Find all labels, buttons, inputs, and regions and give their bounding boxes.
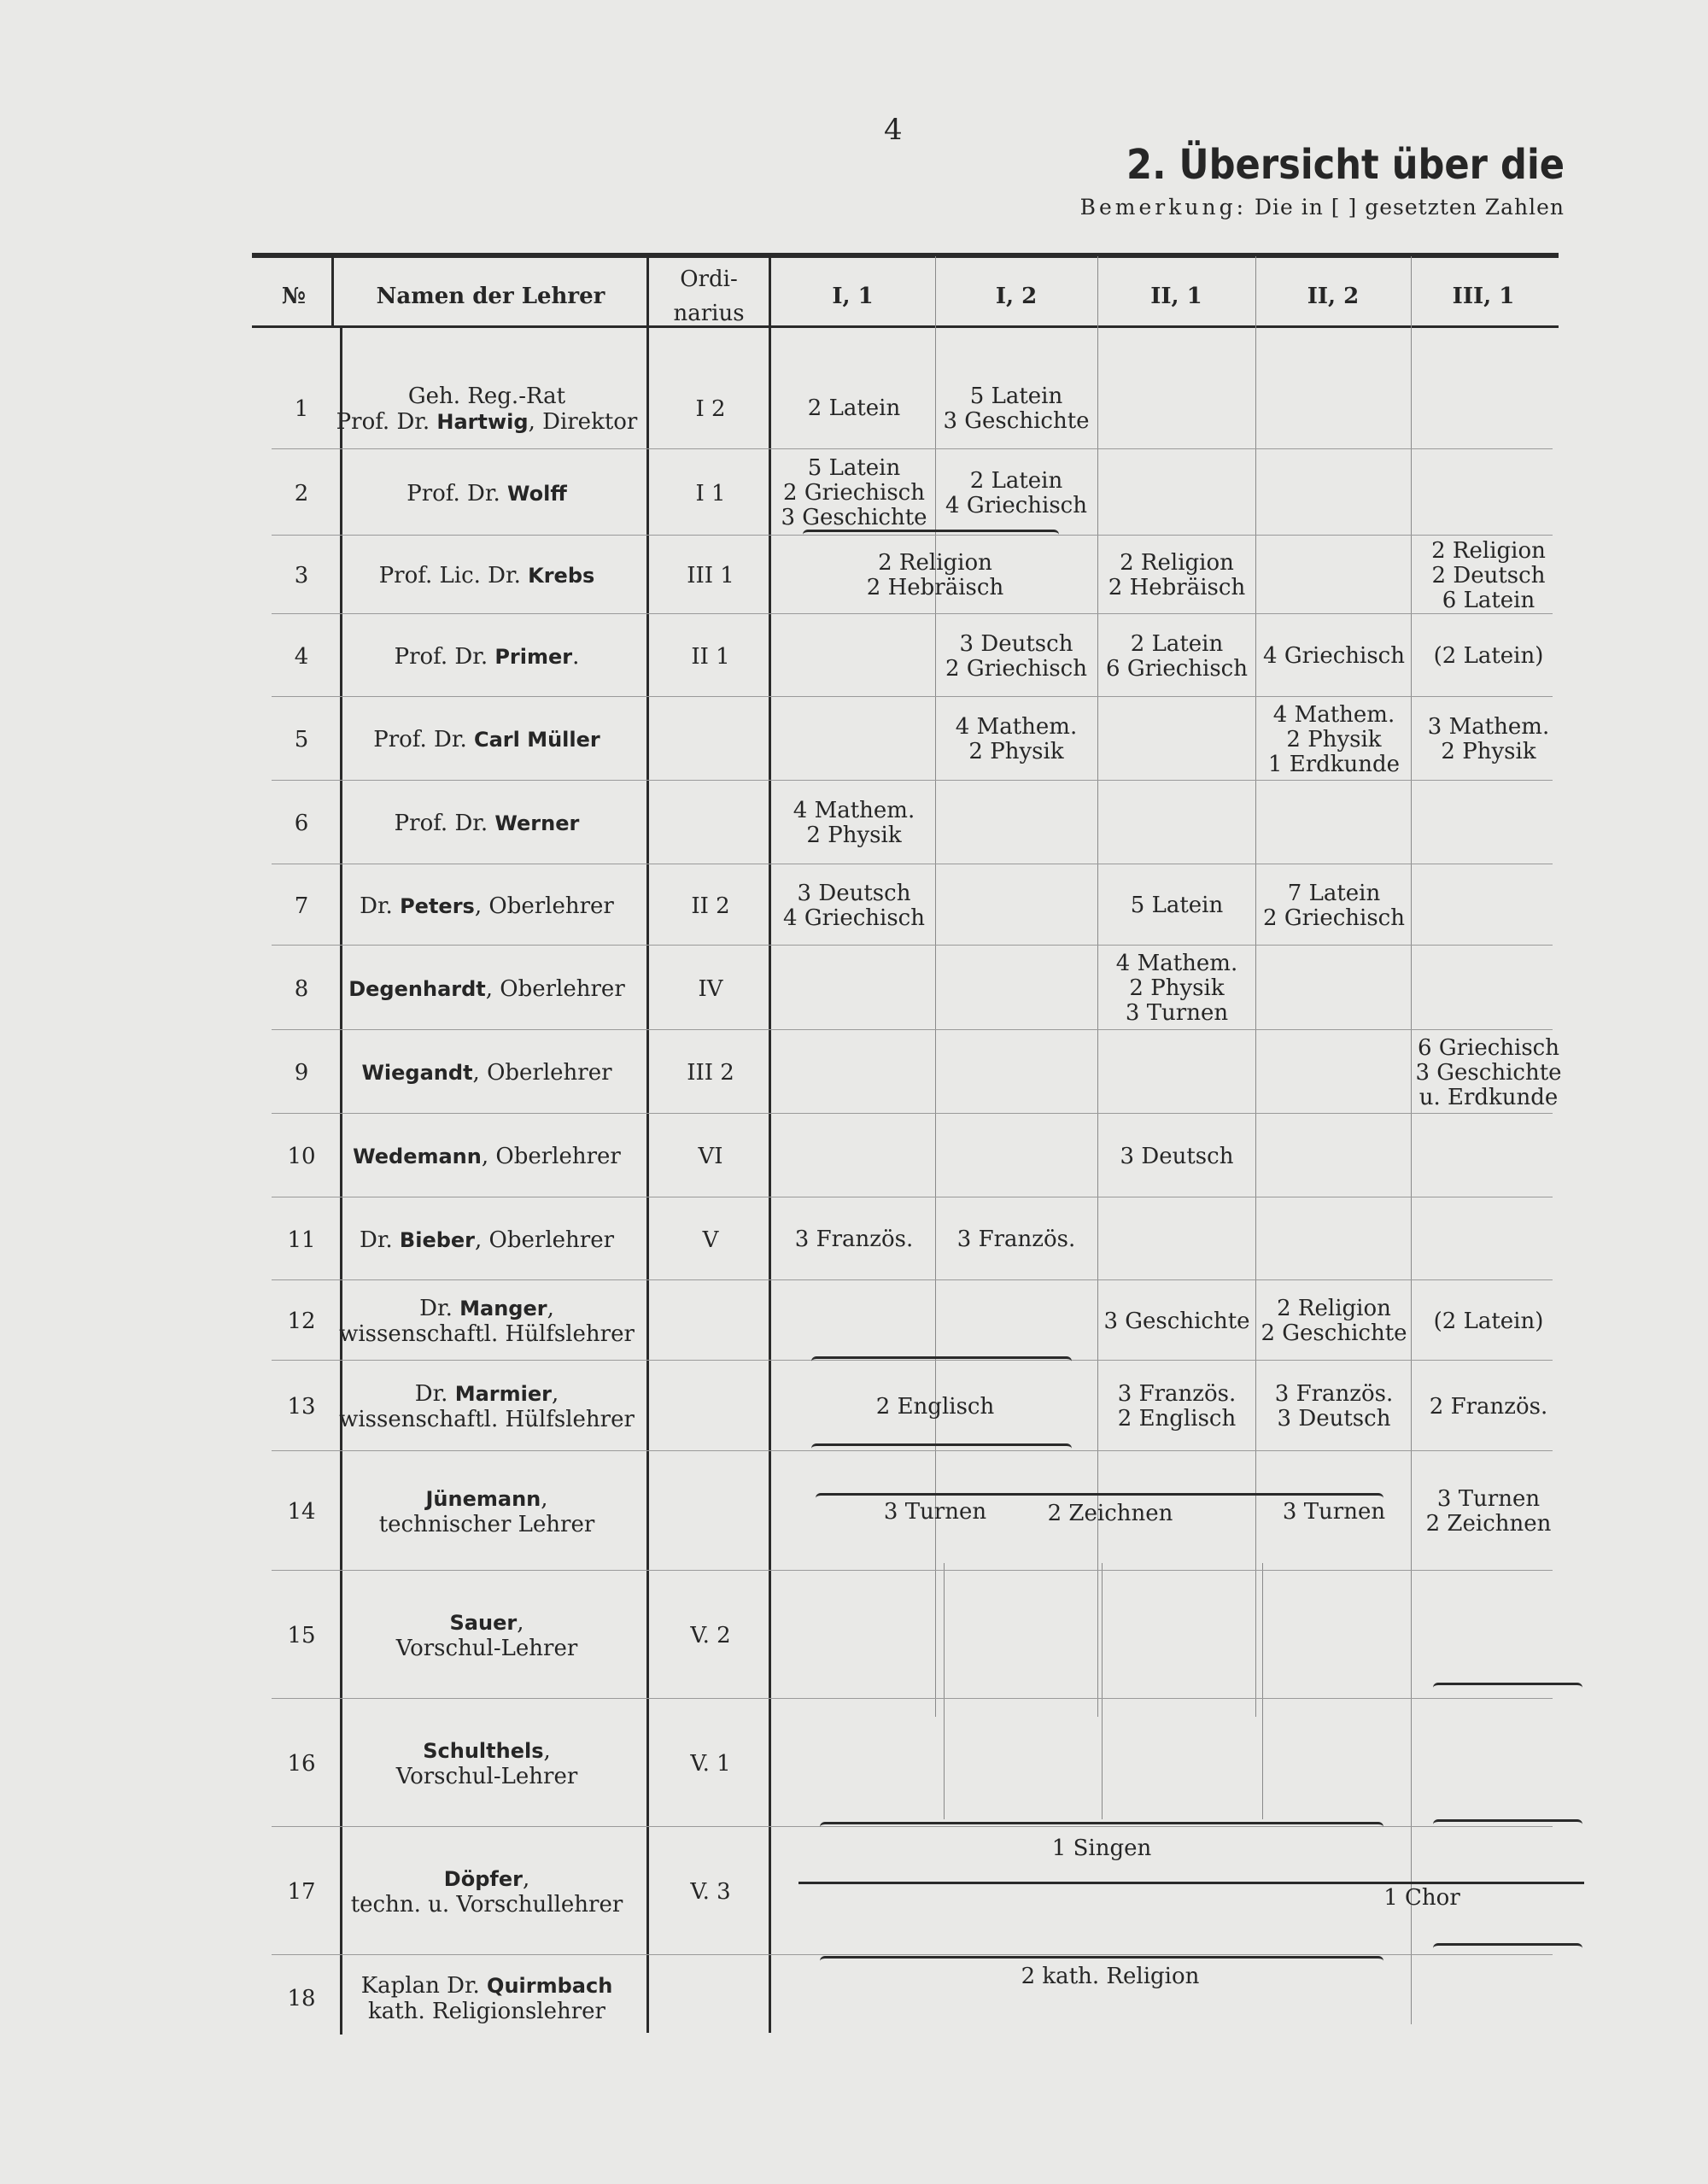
remark-text: Die in [ ] gesetzten Zahlen — [1254, 195, 1565, 220]
teacher-name-line1 — [329, 1610, 645, 1636]
ordinarius-class: IV — [698, 975, 723, 1002]
lesson-entry: 2 Englisch — [875, 1393, 995, 1420]
lesson-entry: 7 Latein — [1287, 880, 1381, 906]
name-suffix: , — [522, 1866, 530, 1892]
lesson-cell-c2 — [945, 469, 1087, 518]
teacher-name — [329, 1866, 645, 1918]
row-separator — [272, 1029, 1553, 1030]
teacher-name-line1 — [329, 1296, 645, 1321]
teacher-name — [329, 1381, 645, 1432]
lesson-entry: 5 Latein — [807, 455, 901, 481]
teacher-name-line2 — [329, 1321, 645, 1347]
name-surname: Carl Müller — [473, 728, 600, 752]
lesson-cell-c12 — [876, 1395, 994, 1420]
name-surname: Peters — [400, 893, 475, 918]
spanning-singen: 1 Singen — [1051, 1836, 1152, 1861]
teacher-name-line2 — [329, 1407, 645, 1432]
header-ordinarius-1: Ordi- — [680, 266, 738, 292]
name-surname: Schulthels — [423, 1739, 544, 1763]
table-top-rule — [252, 253, 1559, 258]
teacher-name — [329, 976, 645, 1002]
lesson-entry: 2 Religion — [1120, 550, 1234, 576]
name-surname: Wolff — [506, 481, 567, 506]
lesson-cell-c3 — [1116, 951, 1237, 1026]
lesson-entry: 3 Deutsch — [1277, 1406, 1391, 1432]
row-separator — [272, 1279, 1553, 1280]
lesson-entry: 3 Französ. — [1117, 1381, 1237, 1407]
name-title: Prof. Dr. — [336, 408, 437, 435]
row-separator — [272, 1113, 1553, 1114]
teacher-name-line2 — [329, 1227, 645, 1253]
row-number: 12 — [287, 1309, 316, 1334]
name-surname: Wedemann — [353, 1145, 482, 1168]
name-surname: Döpfer — [443, 1867, 523, 1891]
lesson-entry: 3 Deutsch — [959, 630, 1073, 657]
row-number: 2 — [294, 480, 309, 506]
lesson-entry: 3 Französ. — [794, 1227, 914, 1252]
name-suffix: , — [547, 1296, 554, 1321]
brace-krebs — [803, 530, 1059, 541]
page-title: 2. Übersicht über die — [1126, 141, 1565, 189]
lesson-entry: 6 Griechisch — [1418, 1034, 1559, 1061]
teacher-name — [329, 1610, 645, 1661]
brace-c5-c — [1433, 1943, 1582, 1954]
lesson-cell-c5 — [1426, 1487, 1552, 1537]
lesson-entry: 3 Turnen — [1125, 1000, 1229, 1026]
row-separator — [272, 945, 1553, 946]
name-role: , Direktor — [528, 408, 638, 435]
lesson-cell-c3 — [1108, 551, 1245, 600]
row-separator — [272, 696, 1553, 697]
header-number: № — [281, 284, 307, 309]
lesson-cell-c4 — [1261, 1297, 1407, 1346]
lesson-cell-c1 — [795, 1227, 913, 1252]
lesson-entry: 2 Griechisch — [945, 655, 1087, 682]
row-separator — [272, 780, 1553, 781]
row-number: 14 — [287, 1499, 316, 1525]
name-suffix: , — [517, 1610, 524, 1636]
teacher-name-line2 — [329, 563, 645, 588]
row-separator — [272, 613, 1553, 614]
teacher-name — [329, 563, 645, 588]
chor-rule — [798, 1882, 1584, 1884]
row-number: 18 — [287, 1986, 316, 2011]
lesson-entry: 2 Latein — [1130, 630, 1224, 657]
name-title: Prof. Dr. — [394, 811, 495, 836]
ordinarius-class: V. 2 — [690, 1623, 731, 1648]
teacher-name — [329, 1227, 645, 1253]
lesson-entry: 2 Zeichnen — [1425, 1511, 1552, 1537]
teacher-name-line2 — [329, 1512, 645, 1537]
lesson-entry: 2 Physik — [1129, 975, 1225, 1001]
row-number: 1 — [294, 395, 309, 422]
lesson-cell-c4 — [1268, 703, 1400, 777]
ordinarius-class: VI — [698, 1144, 723, 1169]
teacher-name-line2 — [329, 409, 645, 435]
lesson-cell-c2 — [945, 632, 1087, 682]
lesson-entry: 3 Geschichte — [943, 407, 1090, 434]
name-prefix: Dr. — [419, 1296, 460, 1321]
row-separator — [272, 1570, 1553, 1571]
brace-turnen — [811, 1443, 1072, 1455]
lesson-entry: 2 Physik — [1286, 726, 1382, 752]
brace-religion — [820, 1956, 1383, 1967]
lesson-cell-c1 — [781, 456, 927, 530]
row-number: 9 — [294, 1060, 309, 1086]
brace-c5-a — [1433, 1683, 1582, 1694]
name-prefix: Geh. Reg.-Rat — [407, 383, 566, 409]
lesson-entry: 3 Turnen — [1436, 1486, 1541, 1512]
name-surname: Degenhardt — [348, 976, 486, 1001]
lesson-entry: 2 Physik — [1441, 739, 1536, 764]
teacher-name — [329, 893, 645, 919]
lesson-entry: 3 Geschichte — [1103, 1308, 1250, 1334]
name-surname: Jünemann — [425, 1487, 541, 1511]
lesson-entry: 4 Mathem. — [955, 714, 1078, 740]
name-title: Prof. Dr. — [373, 727, 474, 752]
ordinarius-class: V. 1 — [690, 1751, 731, 1777]
lesson-cell-c5 — [1428, 715, 1549, 764]
name-title: Dr. — [360, 893, 401, 919]
ordinarius-class: II 2 — [691, 893, 730, 919]
ordinarius-class: V — [702, 1227, 719, 1253]
name-surname: Quirmbach — [487, 1974, 613, 1998]
lesson-entry: 2 Griechisch — [783, 480, 925, 506]
name-prefix: Kaplan Dr. — [360, 1973, 488, 1999]
teacher-name-line1 — [329, 1486, 645, 1512]
name-title: kath. Religionslehrer — [368, 1999, 605, 2024]
teacher-name-line2 — [329, 1764, 645, 1789]
name-role: , Oberlehrer — [472, 1060, 612, 1086]
lesson-entry: (2 Latein) — [1433, 643, 1544, 669]
lesson-entry: (2 Latein) — [1433, 1308, 1544, 1334]
lesson-cell-c5 — [1415, 1036, 1561, 1110]
row-number: 8 — [294, 975, 309, 1002]
brace-zeichnen — [816, 1493, 1383, 1504]
lesson-entry: 1 Erdkunde — [1267, 751, 1401, 777]
name-surname: Bieber — [399, 1227, 476, 1252]
header-class-iii1: III, 1 — [1452, 284, 1515, 309]
row-number: 5 — [294, 727, 309, 752]
teacher-name-line1 — [329, 1973, 645, 1999]
lesson-entry: 3 Geschichte — [781, 505, 927, 530]
lesson-entry: 2 Religion — [1431, 537, 1546, 564]
lesson-entry: 3 Französ. — [1274, 1381, 1394, 1407]
remark-line — [1080, 195, 1565, 220]
lesson-cell-c3 — [1120, 1145, 1234, 1169]
col-divider-c2-lower — [1102, 1563, 1103, 1819]
lesson-cell-c4 — [1275, 1382, 1393, 1432]
lesson-cell-c1 — [793, 799, 915, 848]
row-separator — [272, 1954, 1553, 1955]
lesson-entry: 4 Mathem. — [1115, 951, 1238, 976]
lesson-entry: 2 Physik — [806, 823, 902, 848]
teacher-name-line1 — [329, 1381, 645, 1407]
name-title: Vorschul-Lehrer — [395, 1636, 578, 1661]
lesson-entry: 2 Latein — [969, 467, 1063, 494]
name-role: . — [572, 643, 580, 670]
lesson-entry: 5 Latein — [1130, 893, 1224, 918]
spanning-lesson: 2 Zeichnen — [1047, 1501, 1173, 1526]
row-number: 10 — [287, 1144, 316, 1169]
ordinarius-class: I 2 — [695, 395, 726, 422]
lesson-entry: 2 Hebräisch — [1108, 575, 1246, 600]
lesson-cell-c12 — [867, 551, 1003, 600]
name-surname: Marmier — [454, 1382, 552, 1406]
lesson-entry: 3 Geschichte — [1415, 1059, 1562, 1086]
lesson-entry: 3 Französ. — [956, 1227, 1076, 1252]
lesson-cell-c1 — [783, 881, 925, 931]
row-number: 7 — [294, 893, 309, 919]
ordinarius-class: II 1 — [691, 643, 730, 670]
col-divider-c3-lower — [1262, 1563, 1263, 1819]
name-surname: Manger — [459, 1297, 547, 1320]
name-title: technischer Lehrer — [378, 1512, 595, 1537]
teacher-name-line2 — [329, 1892, 645, 1918]
row-number: 13 — [287, 1394, 316, 1420]
teacher-name — [329, 481, 645, 506]
teacher-name-line1 — [329, 384, 645, 409]
row-number: 11 — [287, 1227, 316, 1253]
teacher-name — [329, 811, 645, 836]
teacher-name-line2 — [329, 644, 645, 670]
teacher-name-line2 — [329, 1636, 645, 1661]
header-bottom-rule — [252, 325, 1559, 328]
lesson-entry: u. Erdkunde — [1418, 1084, 1559, 1110]
header-class-i1: I, 1 — [832, 284, 874, 309]
lesson-entry: 4 Mathem. — [1272, 701, 1395, 728]
header-names: Namen der Lehrer — [376, 284, 605, 309]
spanning-chor: 1 Chor — [1383, 1885, 1460, 1911]
lesson-entry: 2 Religion — [878, 550, 992, 576]
teacher-name — [329, 384, 645, 435]
lesson-entry: 4 Griechisch — [783, 905, 925, 931]
lesson-entry: 5 Latein — [969, 383, 1063, 409]
row-number: 16 — [287, 1751, 316, 1777]
teacher-name — [329, 1296, 645, 1347]
lesson-cell-c5 — [1434, 1309, 1544, 1334]
lesson-cell-c5 — [1434, 644, 1544, 669]
header-class-ii1: II, 1 — [1150, 284, 1202, 309]
name-surname: Hartwig — [436, 409, 529, 434]
lesson-entry: 4 Griechisch — [1263, 643, 1405, 669]
header-ordinarius-2: narius — [673, 301, 745, 326]
name-role: , Oberlehrer — [475, 1227, 615, 1253]
lesson-entry: 2 Latein — [807, 395, 901, 421]
name-surname: Wiegandt — [361, 1061, 473, 1085]
lesson-cell-c2 — [956, 715, 1077, 764]
lesson-entry: 3 Turnen — [883, 1498, 987, 1525]
row-number: 17 — [287, 1879, 316, 1905]
name-title: Prof. Dr. — [394, 643, 495, 670]
name-role: , Oberlehrer — [481, 1144, 621, 1169]
teacher-name-line1 — [329, 1738, 645, 1764]
lesson-cell-c4 — [1263, 881, 1405, 931]
name-title: techn. u. Vorschullehrer — [350, 1892, 623, 1918]
brace-singen — [820, 1822, 1383, 1833]
lesson-entry: 2 Geschichte — [1261, 1320, 1407, 1346]
teacher-name — [329, 1738, 645, 1789]
name-surname: Werner — [494, 811, 580, 835]
teacher-name-line2 — [329, 811, 645, 836]
lesson-entry: 2 Hebräisch — [866, 575, 1004, 600]
lesson-cell-c1 — [808, 396, 900, 421]
name-title: Dr. — [359, 1227, 400, 1253]
brace-c5-b — [1433, 1819, 1582, 1830]
name-title: wissenschaftl. Hülfslehrer — [339, 1407, 635, 1432]
teacher-name-line2 — [329, 1060, 645, 1086]
ordinarius-class: I 1 — [695, 480, 726, 506]
name-suffix: , — [551, 1381, 559, 1407]
lesson-entry: 3 Mathem. — [1427, 714, 1550, 740]
lesson-cell-c3 — [1106, 632, 1248, 682]
lesson-cell-c3 — [1118, 1382, 1236, 1432]
lesson-entry: 3 Turnen — [1282, 1498, 1386, 1525]
lesson-cell-c2 — [957, 1227, 1075, 1252]
name-role: , Oberlehrer — [474, 893, 614, 919]
lesson-entry: 2 Französ. — [1429, 1393, 1548, 1420]
teacher-name — [329, 1973, 645, 2024]
teacher-name-line2 — [329, 1144, 645, 1169]
lesson-entry: 6 Latein — [1442, 587, 1535, 613]
col-divider-c1-lower — [944, 1563, 945, 1819]
lesson-entry: 2 Deutsch — [1431, 562, 1546, 588]
lesson-entry: 6 Griechisch — [1106, 655, 1248, 682]
lesson-cell-c4 — [1263, 644, 1405, 669]
name-suffix: , — [543, 1738, 551, 1764]
col-divider-no — [331, 256, 334, 328]
col-divider-c4 — [1411, 256, 1412, 2024]
teacher-name — [329, 727, 645, 752]
teacher-name-line2 — [329, 727, 645, 752]
row-separator — [272, 1698, 1553, 1699]
lesson-entry: 3 Deutsch — [1120, 1143, 1234, 1169]
row-number: 3 — [294, 563, 309, 588]
remark-label: Bemerkung: — [1079, 195, 1248, 220]
ordinarius-class: III 2 — [687, 1060, 734, 1086]
lesson-entry: 4 Mathem. — [793, 798, 915, 823]
page-number: 4 — [884, 113, 903, 147]
teacher-name-line2 — [329, 976, 645, 1002]
row-number: 6 — [294, 811, 309, 836]
teacher-name-line2 — [329, 893, 645, 919]
name-prefix: Dr. — [414, 1381, 455, 1407]
header-class-i2: I, 2 — [995, 284, 1038, 309]
ordinarius-class: III 1 — [687, 563, 734, 588]
lesson-cell-c3 — [1103, 1309, 1249, 1334]
teacher-name — [329, 1486, 645, 1537]
lesson-entry: 2 Religion — [1277, 1296, 1391, 1321]
teacher-name-line2 — [329, 1999, 645, 2024]
lesson-cell-c3 — [1131, 893, 1223, 918]
name-surname: Krebs — [528, 564, 595, 588]
teacher-name — [329, 1144, 645, 1169]
lesson-entry: 2 Physik — [968, 739, 1064, 764]
teacher-name — [329, 1060, 645, 1086]
ordinarius-class: V. 3 — [690, 1879, 731, 1905]
teacher-name-line1 — [329, 1866, 645, 1892]
spanning-lesson: 2 kath. Religion — [1021, 1964, 1200, 1989]
lesson-entry: 2 Englisch — [1117, 1406, 1237, 1432]
row-number: 15 — [287, 1623, 316, 1648]
name-title: wissenschaftl. Hülfslehrer — [339, 1321, 635, 1347]
teacher-name — [329, 644, 645, 670]
teacher-name-line2 — [329, 481, 645, 506]
lesson-cell-c5 — [1430, 1395, 1547, 1420]
name-title: Prof. Dr. — [407, 480, 507, 506]
name-title: Prof. Lic. Dr. — [378, 563, 529, 588]
name-surname: Sauer — [449, 1611, 518, 1635]
name-role: , Oberlehrer — [485, 975, 625, 1002]
lesson-entry: 4 Griechisch — [945, 492, 1087, 518]
brace-englisch — [811, 1356, 1072, 1367]
lesson-cell-c5 — [1431, 539, 1546, 613]
row-separator — [272, 448, 1553, 449]
lesson-cell-c2 — [943, 384, 1089, 434]
lesson-entry: 2 Griechisch — [1263, 905, 1405, 931]
row-number: 4 — [294, 643, 309, 670]
name-surname: Primer — [494, 644, 573, 669]
name-suffix: , — [541, 1486, 548, 1512]
name-title: Vorschul-Lehrer — [395, 1764, 578, 1789]
lesson-entry: 3 Deutsch — [797, 880, 911, 906]
header-class-ii2: II, 2 — [1307, 284, 1360, 309]
